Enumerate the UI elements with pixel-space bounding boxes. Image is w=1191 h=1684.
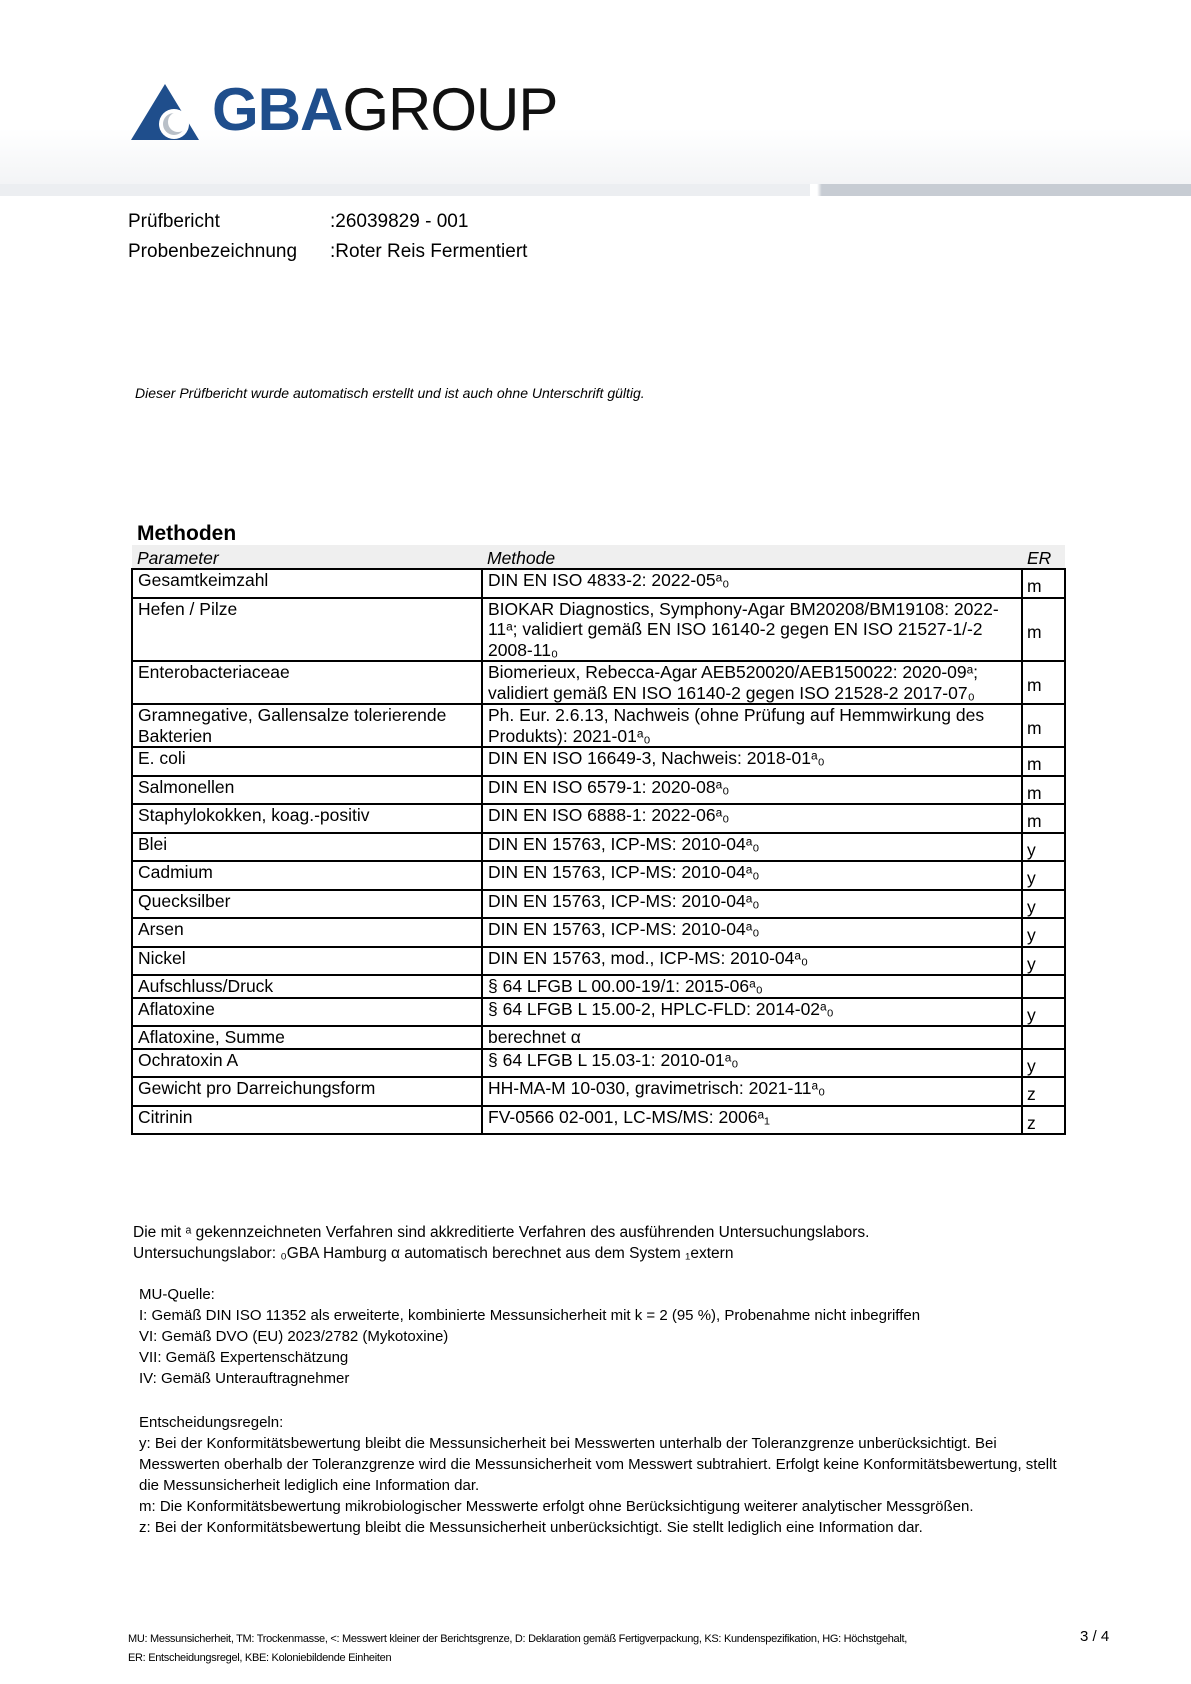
- methods-header-row: [132, 545, 1065, 569]
- sample-name-label: Probenbezeichnung: [128, 241, 298, 262]
- footer-line: MU: Messunsicherheit, TM: Trockenmasse, <: Messwert kleiner der Berichtsgrenze, D: Deklaration gemäß Fertigverpackung, KS: Kundenspezifikation, HG: Höchstgehalt,: [128, 1633, 907, 1645]
- cell-methode: HH-MA-M 10-030, gravimetrisch: 2021-11ᵃ₀: [482, 1077, 1022, 1106]
- cell-parameter: Aflatoxine: [132, 998, 482, 1027]
- table-row: [132, 861, 1065, 890]
- table-row: [132, 776, 1065, 805]
- mu-source-section: [139, 1284, 920, 1389]
- footer-line: ER: Entscheidungsregel, KBE: Koloniebildende Einheiten: [128, 1652, 392, 1664]
- cell-er: y: [1022, 1049, 1065, 1078]
- cell-er: y: [1022, 833, 1065, 862]
- page-number: 3 / 4: [1080, 1628, 1110, 1645]
- mu-title: MU-Quelle:: [139, 1286, 215, 1303]
- meta-row-report: [128, 207, 527, 237]
- report-meta: [128, 207, 527, 267]
- cell-methode: § 64 LFGB L 00.00-19/1: 2015-06ᵃ₀: [482, 975, 1022, 998]
- rule-item: y: Bei der Konformitätsbewertung bleibt die Messunsicherheit bei Messwerten unterhalb der Toleranzgrenze unberücksichtigt. Bei Messwerten oberhalb der Toleranzgrenze wird die Messunsicherheit vom Messwert subtrahiert. Erfolgt keine Konformitätsbewertung, stellt die Messunsicherheit lediglich eine Information dar.: [139, 1435, 1057, 1494]
- decision-rules-section: [139, 1412, 1079, 1538]
- header-er: ER: [1022, 545, 1065, 569]
- cell-methode: BIOKAR Diagnostics, Symphony-Agar BM20208/BM19108: 2022-11ᵃ; validiert gemäß EN ISO 16140-2 gegen EN ISO 21527-1/-2 2008-11₀: [482, 598, 1022, 662]
- cell-methode: DIN EN 15763, ICP-MS: 2010-04ᵃ₀: [482, 890, 1022, 919]
- cell-er: m: [1022, 598, 1065, 662]
- cell-methode: § 64 LFGB L 15.00-2, HPLC-FLD: 2014-02ᵃ₀: [482, 998, 1022, 1027]
- rules-title: Entscheidungsregeln:: [139, 1414, 284, 1431]
- cell-er: m: [1022, 776, 1065, 805]
- cell-er: m: [1022, 747, 1065, 776]
- cell-parameter: Staphylokokken, koag.-positiv: [132, 804, 482, 833]
- cell-parameter: Citrinin: [132, 1106, 482, 1135]
- table-row: [132, 661, 1065, 704]
- cell-methode: DIN EN ISO 4833-2: 2022-05ᵃ₀: [482, 569, 1022, 598]
- cell-er: y: [1022, 998, 1065, 1027]
- methods-title: Methoden: [137, 522, 237, 545]
- accreditation-legend: [133, 1222, 869, 1264]
- cell-methode: FV-0566 02-001, LC-MS/MS: 2006ᵃ₁: [482, 1106, 1022, 1135]
- table-row: [132, 947, 1065, 976]
- logo-text-group: GROUP: [342, 76, 558, 143]
- table-row: [132, 804, 1065, 833]
- cell-parameter: Hefen / Pilze: [132, 598, 482, 662]
- meta-row-sample: [128, 237, 527, 267]
- cell-parameter: Cadmium: [132, 861, 482, 890]
- cell-parameter: Quecksilber: [132, 890, 482, 919]
- cell-methode: DIN EN ISO 16649-3, Nachweis: 2018-01ᵃ₀: [482, 747, 1022, 776]
- cell-er: m: [1022, 704, 1065, 747]
- cell-parameter: Aufschluss/Druck: [132, 975, 482, 998]
- table-row: [132, 1077, 1065, 1106]
- gba-logo-mark-icon: [130, 82, 200, 142]
- cell-er: m: [1022, 569, 1065, 598]
- cell-methode: DIN EN 15763, ICP-MS: 2010-04ᵃ₀: [482, 833, 1022, 862]
- table-row: [132, 975, 1065, 998]
- auto-generated-note: Dieser Prüfbericht wurde automatisch erstellt und ist auch ohne Unterschrift gültig.: [135, 385, 645, 401]
- cell-parameter: Ochratoxin A: [132, 1049, 482, 1078]
- cell-er: y: [1022, 918, 1065, 947]
- table-row: [132, 1049, 1065, 1078]
- cell-er: z: [1022, 1106, 1065, 1135]
- table-row: [132, 569, 1065, 598]
- cell-parameter: Blei: [132, 833, 482, 862]
- cell-er: z: [1022, 1077, 1065, 1106]
- table-row: [132, 598, 1065, 662]
- gba-group-logo: [130, 76, 557, 142]
- cell-er: y: [1022, 947, 1065, 976]
- legend-line-lab: Untersuchungslabor: ₀GBA Hamburg α automatisch berechnet aus dem System ₁extern: [133, 1245, 734, 1262]
- cell-methode: DIN EN 15763, mod., ICP-MS: 2010-04ᵃ₀: [482, 947, 1022, 976]
- cell-parameter: E. coli: [132, 747, 482, 776]
- table-row: [132, 998, 1065, 1027]
- cell-parameter: Arsen: [132, 918, 482, 947]
- cell-er: y: [1022, 861, 1065, 890]
- cell-parameter: Gramnegative, Gallensalze tolerierende Bakterien: [132, 704, 482, 747]
- cell-er: m: [1022, 804, 1065, 833]
- table-row: [132, 918, 1065, 947]
- cell-parameter: Nickel: [132, 947, 482, 976]
- header-stripe: [0, 184, 1191, 196]
- sample-name-value: :Roter Reis Fermentiert: [330, 241, 528, 262]
- cell-parameter: Gesamtkeimzahl: [132, 569, 482, 598]
- cell-methode: DIN EN ISO 6888-1: 2022-06ᵃ₀: [482, 804, 1022, 833]
- cell-methode: DIN EN 15763, ICP-MS: 2010-04ᵃ₀: [482, 861, 1022, 890]
- cell-er: m: [1022, 661, 1065, 704]
- cell-parameter: Enterobacteriaceae: [132, 661, 482, 704]
- table-row: [132, 890, 1065, 919]
- report-number-value: :26039829 - 001: [330, 211, 469, 232]
- mu-item: VII: Gemäß Expertenschätzung: [139, 1349, 349, 1366]
- table-row: [132, 704, 1065, 747]
- cell-er: [1022, 975, 1065, 998]
- cell-methode: DIN EN ISO 6579-1: 2020-08ᵃ₀: [482, 776, 1022, 805]
- cell-er: y: [1022, 890, 1065, 919]
- cell-parameter: Aflatoxine, Summe: [132, 1026, 482, 1049]
- cell-er: [1022, 1026, 1065, 1049]
- cell-methode: berechnet α: [482, 1026, 1022, 1049]
- table-row: [132, 1026, 1065, 1049]
- cell-parameter: Gewicht pro Darreichungsform: [132, 1077, 482, 1106]
- mu-item: IV: Gemäß Unterauftragnehmer: [139, 1370, 350, 1387]
- table-row: [132, 833, 1065, 862]
- cell-methode: Biomerieux, Rebecca-Agar AEB520020/AEB150022: 2020-09ᵃ; validiert gemäß EN ISO 16140-2 gegen ISO 21528-2 2017-07₀: [482, 661, 1022, 704]
- mu-item: VI: Gemäß DVO (EU) 2023/2782 (Mykotoxine): [139, 1328, 449, 1345]
- header-methode: Methode: [482, 545, 1022, 569]
- cell-parameter: Salmonellen: [132, 776, 482, 805]
- legend-line-accredited: Die mit ᵃ gekennzeichneten Verfahren sind akkreditierte Verfahren des ausführenden Untersuchungslabors.: [133, 1224, 870, 1241]
- mu-item: I: Gemäß DIN ISO 11352 als erweiterte, kombinierte Messunsicherheit mit k = 2 (95 %), Probenahme nicht inbegriffen: [139, 1307, 921, 1324]
- report-number-label: Prüfbericht: [128, 211, 220, 232]
- cell-methode: Ph. Eur. 2.6.13, Nachweis (ohne Prüfung auf Hemmwirkung des Produkts): 2021-01ᵃ₀: [482, 704, 1022, 747]
- logo-text-gba: GBA: [212, 76, 343, 143]
- table-row: [132, 747, 1065, 776]
- cell-methode: DIN EN 15763, ICP-MS: 2010-04ᵃ₀: [482, 918, 1022, 947]
- cell-methode: § 64 LFGB L 15.03-1: 2010-01ᵃ₀: [482, 1049, 1022, 1078]
- rule-item: m: Die Konformitätsbewertung mikrobiologischer Messwerte erfolgt ohne Berücksichtigung weiterer analytischer Messgrößen.: [139, 1498, 974, 1515]
- rule-item: z: Bei der Konformitätsbewertung bleibt die Messunsicherheit unberücksichtigt. Sie stellt lediglich eine Information dar.: [139, 1519, 923, 1536]
- methods-body: [132, 569, 1065, 1134]
- methods-table: [131, 545, 1066, 1135]
- logo-wordmark: [212, 76, 558, 143]
- footer-abbreviations: [128, 1630, 988, 1668]
- table-row: [132, 1106, 1065, 1135]
- header-parameter: Parameter: [132, 545, 482, 569]
